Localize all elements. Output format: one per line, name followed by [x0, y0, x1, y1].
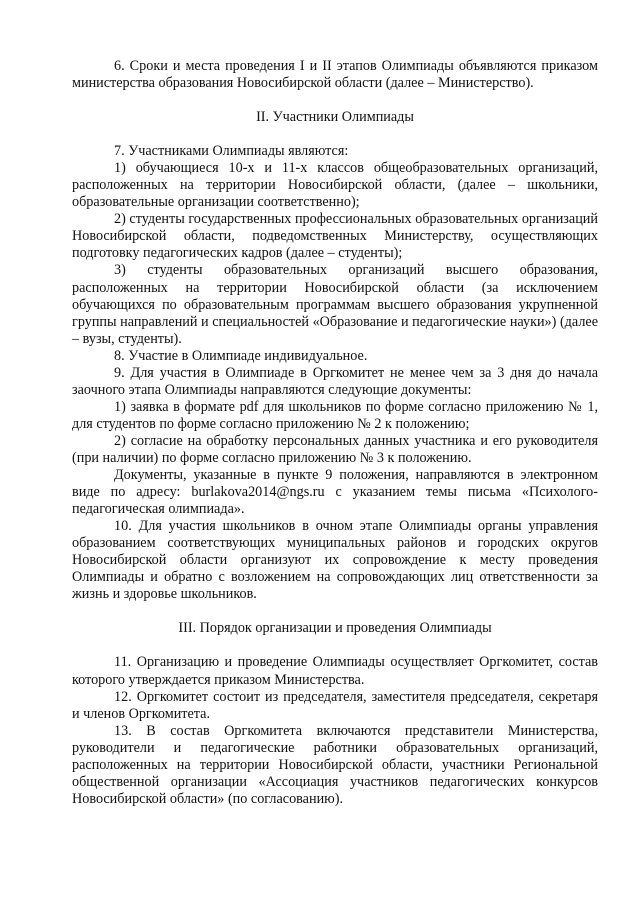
spacer — [72, 603, 598, 620]
paragraph-10: 10. Для участия школьников в очном этапе Олимпиады органы управления образованием соответствующих муниципальных районов и городских округов Новосибирской области организуют их сопровождение к месту проведения Олимпиады и обратно с возложением на сопровождающих лиц ответственности за жизнь и здоровье школьников. — [72, 518, 598, 603]
spacer — [72, 126, 598, 143]
spacer — [72, 92, 598, 109]
paragraph-9-documents: Документы, указанные в пункте 9 положения, направляются в электронном виде по адресу: burlakova2014@ngs.ru с указанием темы письма «Психолого-педагогическая олимпиада». — [72, 467, 598, 518]
paragraph-7-2: 2) студенты государственных профессиональных образовательных организаций Новосибирской области, подведомственных Министерству, осуществляющих подготовку педагогических кадров (далее – студенты); — [72, 211, 598, 262]
paragraph-9: 9. Для участия в Олимпиаде в Оргкомитет не менее чем за 3 дня до начала заочного этапа Олимпиады направляются следующие документы: — [72, 364, 598, 398]
paragraph-13: 13. В состав Оргкомитета включаются представители Министерства, руководители и педагогические работники образовательных организаций, расположенных на территории Новосибирской области, участники Региональной общественной организации «Ассоциация участников педагогических конкурсов Новосибирской области» (по согласованию). — [72, 722, 598, 807]
spacer — [72, 637, 598, 654]
paragraph-7-3: 3) студенты образовательных организаций высшего образования, расположенных на территории Новосибирской области (за исключением обучающихся по образовательным программам высшего образования укрупненной группы направлений и специальностей «Образование и педагогические науки») (далее – вузы, студенты). — [72, 262, 598, 347]
paragraph-7: 7. Участниками Олимпиады являются: — [114, 143, 349, 160]
paragraph-11: 11. Организацию и проведение Олимпиады осуществляет Оргкомитет, состав которого утверждается приказом Министерства. — [72, 654, 598, 688]
paragraph-9-2: 2) согласие на обработку персональных данных участника и его руководителя (при наличии) по форме согласно приложению № 3 к положению. — [72, 432, 598, 466]
paragraph-9-1: 1) заявка в формате pdf для школьников по форме согласно приложению № 1, для студентов по форме согласно приложению № 2 к положению; — [72, 398, 598, 432]
paragraph-8: 8. Участие в Олимпиаде индивидуальное. — [114, 347, 368, 364]
document-page — [72, 58, 598, 808]
paragraph-12: 12. Оргкомитет состоит из председателя, заместителя председателя, секретаря и членов Оргкомитета. — [72, 688, 598, 722]
section-3-title: III. Порядок организации и проведения Олимпиады — [178, 620, 492, 637]
paragraph-6: 6. Сроки и места проведения I и II этапов Олимпиады объявляются приказом министерства образования Новосибирской области (далее – Министерство). — [72, 58, 598, 92]
paragraph-7-1: 1) обучающиеся 10-х и 11-х классов общеобразовательных организаций, расположенных на территории Новосибирской области, (далее – школьники, образовательные организации соответственно); — [72, 160, 598, 211]
section-2-title: II. Участники Олимпиады — [256, 109, 414, 126]
